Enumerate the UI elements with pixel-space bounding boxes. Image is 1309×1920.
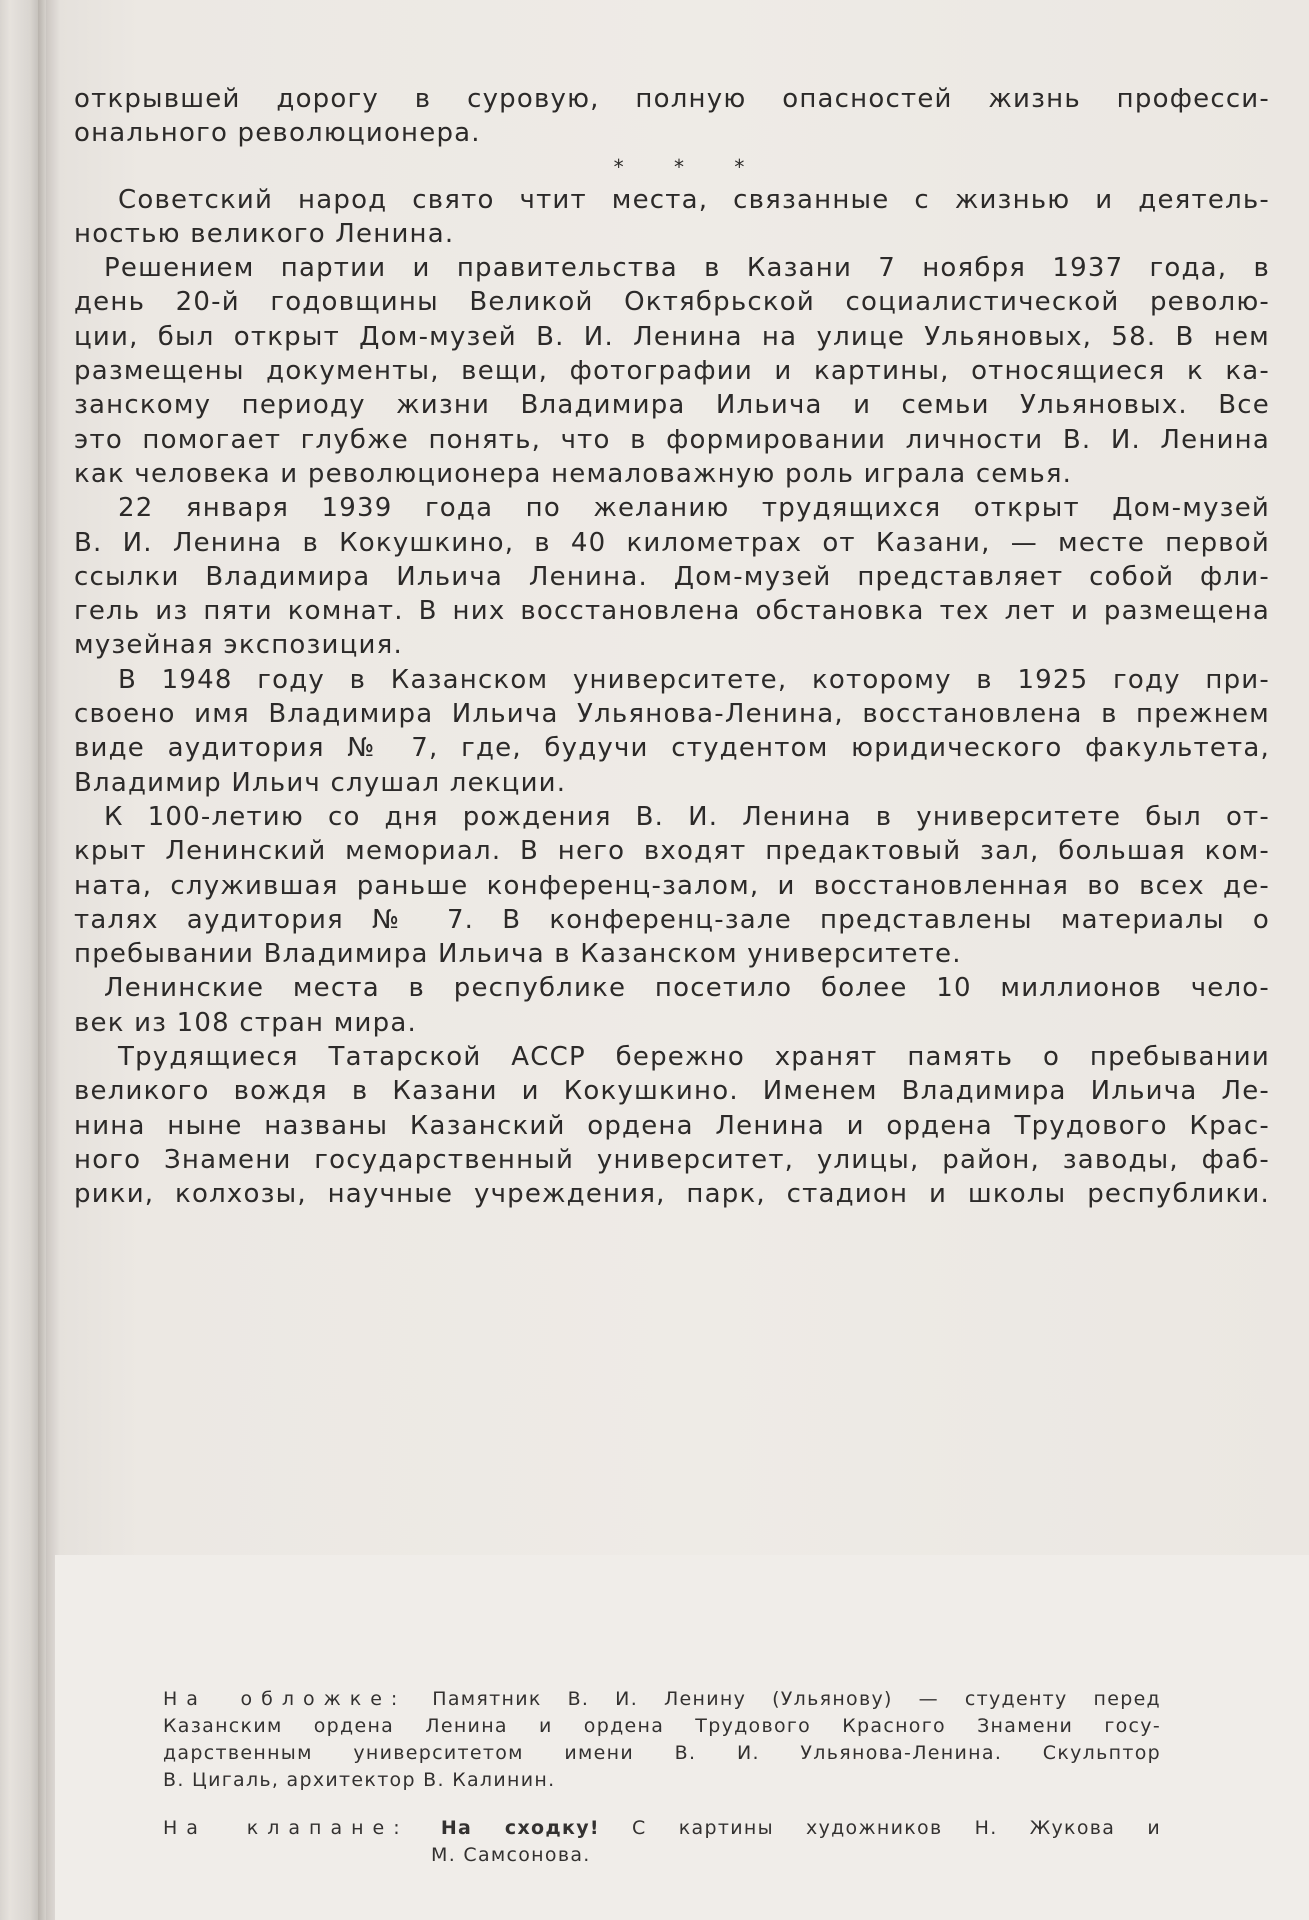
cover-caption-text: Памятник В. И. Ленину (Ульянову) — студенту перед	[432, 1688, 1161, 1710]
text-line: В 1948 году в Казанском университете, которому в 1925 году при-	[118, 664, 1270, 695]
text-line: В. И. Ленина в Кокушкино, в 40 километрах от Казани, — месте первой	[74, 527, 1270, 558]
flap-caption-line: М. Самсонова.	[431, 1844, 591, 1866]
text-line: занскому периоду жизни Владимира Ильича и семьи Ульяновых. Все	[74, 390, 1270, 421]
text-line: Советский народ свято чтит места, связанные с жизнью и деятель-	[118, 184, 1270, 215]
text-line: пребывании Владимира Ильича в Казанском университете.	[74, 939, 962, 970]
text-line: ната, служившая раньше конференц-залом, и восстановленная во всех де-	[74, 870, 1270, 901]
text-line: рики, колхозы, научные учреждения, парк, стадион и школы республики.	[74, 1179, 1270, 1210]
cover-caption-line: В. Цигаль, архитектор В. Калинин.	[163, 1769, 556, 1791]
cover-caption-line: дарственным университетом имени В. И. Ульянова-Ленина. Скульптор	[163, 1742, 1161, 1764]
text-line: Решением партии и правительства в Казани 7 ноября 1937 года, в	[104, 253, 1270, 284]
text-line: как человека и революционера немаловажную роль играла семья.	[74, 458, 1073, 489]
flap-caption-label: На клапане:	[163, 1817, 409, 1839]
text-line: открывшей дорогу в суровую, полную опасностей жизнь професси-	[74, 84, 1270, 114]
main-text	[74, 82, 1270, 1212]
text-line: Владимир Ильич слушал лекции.	[74, 767, 567, 798]
text-line: ции, был открыт Дом-музей В. И. Ленина на улице Ульяновых, 58. В нем	[74, 321, 1270, 352]
text-line: талях аудитория № 7. В конференц-зале представлены материалы о	[74, 904, 1270, 935]
text-line: музейная экспозиция.	[74, 630, 403, 661]
text-line: гель из пяти комнат. В них восстановлена обстановка тех лет и размещена	[74, 596, 1270, 627]
section-separator: * * *	[613, 154, 767, 179]
text-line: своено имя Владимира Ильича Ульянова-Ленина, восстановлена в прежнем	[74, 699, 1270, 730]
text-line: 22 января 1939 года по желанию трудящихся открыт Дом-музей	[118, 493, 1270, 524]
text-line: К 100-летию со дня рождения В. И. Ленина в университете был от-	[104, 801, 1270, 832]
text-line: это помогает глубже понять, что в формировании личности В. И. Ленина	[74, 424, 1270, 455]
flap-caption-title: На сходку!	[440, 1817, 600, 1839]
text-line: Трудящиеся Татарской АССР бережно хранят память о пребывании	[118, 1042, 1270, 1073]
cover-caption-label: На обложке:	[163, 1688, 407, 1710]
text-line: виде аудитория № 7, где, будучи студентом юридического факультета,	[74, 733, 1270, 764]
cover-caption	[163, 1686, 1161, 1794]
cover-caption-line	[163, 1686, 1161, 1713]
flap-caption	[163, 1815, 1161, 1869]
text-line: день 20-й годовщины Великой Октябрьской социалистической револю-	[74, 287, 1270, 318]
text-line: Ленинские места в республике посетило более 10 миллионов чело-	[104, 973, 1270, 1004]
text-line: крыт Ленинский мемориал. В него входят предактовый зал, большая ком-	[74, 836, 1270, 867]
text-line: великого вождя в Казани и Кокушкино. Именем Владимира Ильича Ле-	[74, 1076, 1270, 1107]
cover-caption-line: Казанским ордена Ленина и ордена Трудового Красного Знамени госу-	[163, 1715, 1161, 1737]
text-line: ссылки Владимира Ильича Ленина. Дом-музей представляет собой фли-	[74, 561, 1270, 592]
text-line: онального революционера.	[74, 118, 481, 149]
text-line: нина ныне названы Казанский ордена Ленина и ордена Трудового Крас-	[74, 1110, 1270, 1141]
flap-caption-text: С картины художников Н. Жукова и	[632, 1817, 1161, 1839]
text-line: ного Знамени государственный университет, улицы, район, заводы, фаб-	[74, 1144, 1270, 1175]
flap-caption-line	[163, 1815, 1161, 1842]
text-line: век из 108 стран мира.	[74, 1007, 417, 1038]
binding-fold	[38, 0, 46, 1920]
text-line: ностью великого Ленина.	[74, 218, 455, 249]
text-line: размещены документы, вещи, фотографии и картины, относящиеся к ка-	[74, 356, 1270, 387]
